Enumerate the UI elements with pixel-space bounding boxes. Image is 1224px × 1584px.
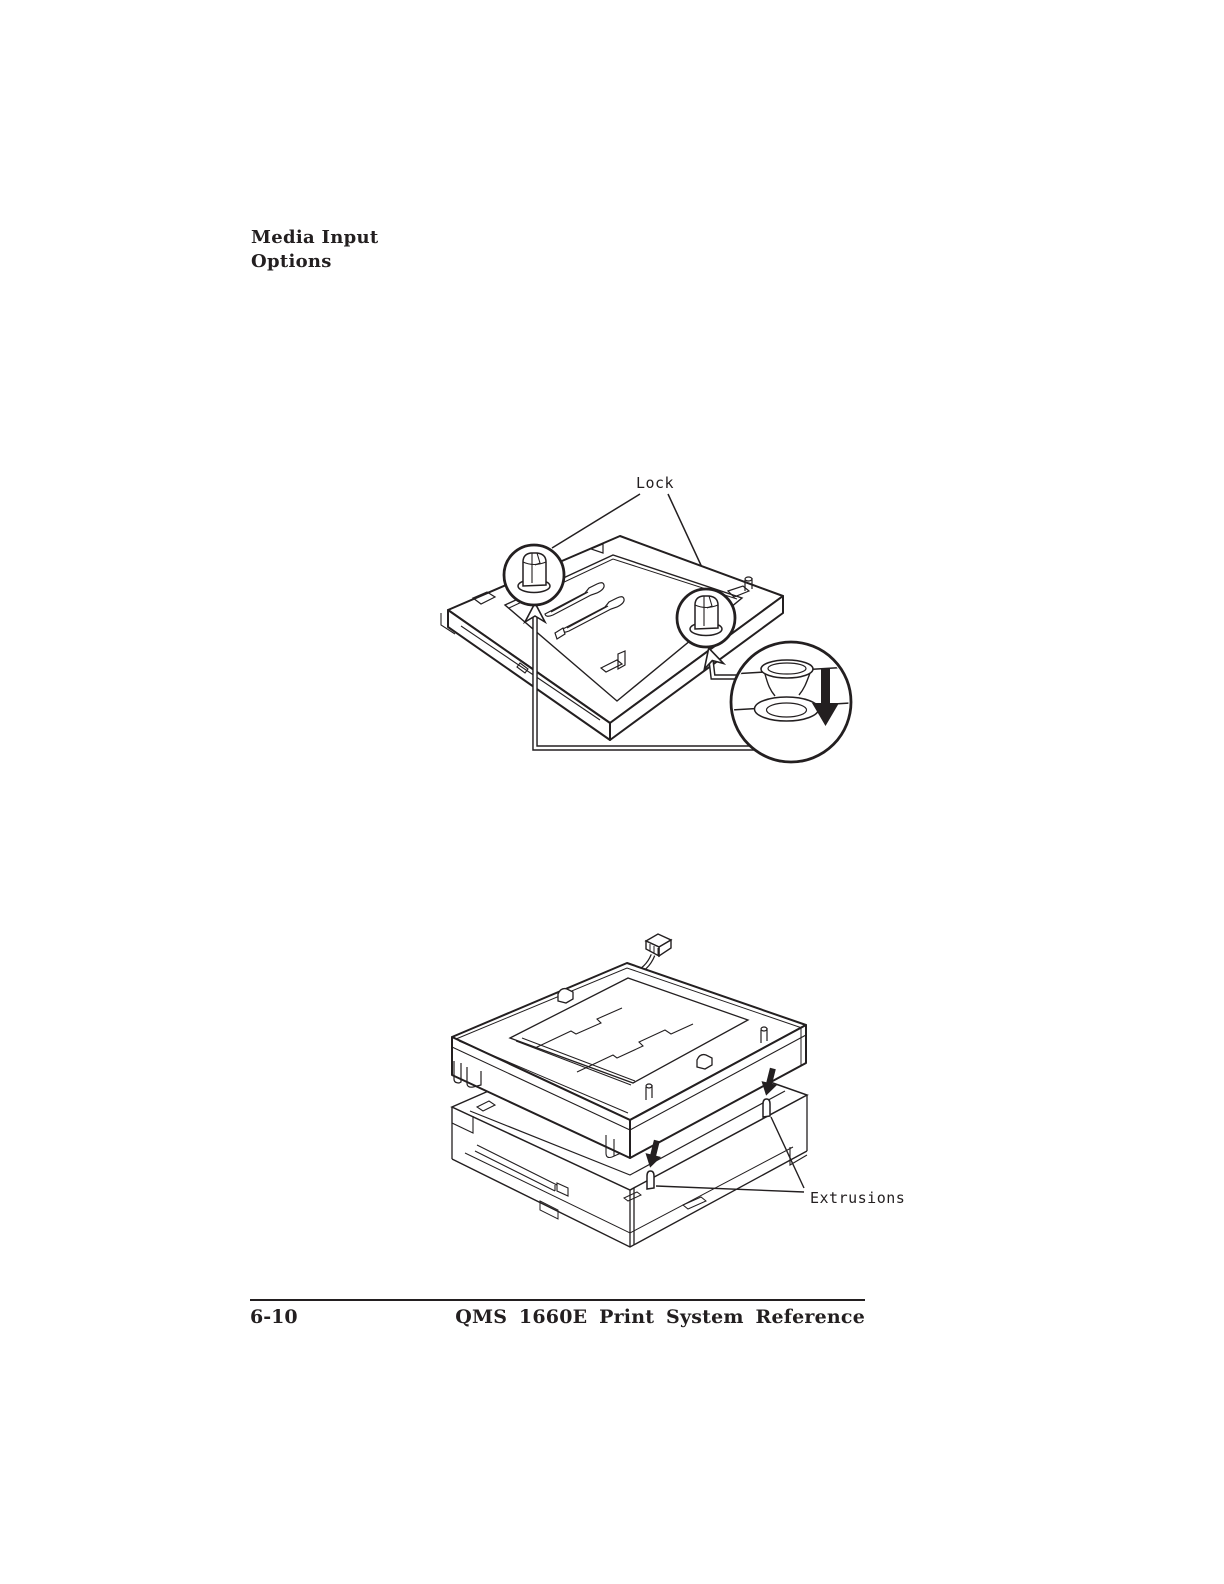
footer-reference-title: QMS 1660E Print System Reference bbox=[455, 1306, 865, 1328]
page-number: 6-10 bbox=[250, 1306, 298, 1328]
lock-diagram bbox=[425, 458, 855, 768]
lock-pin-left bbox=[518, 553, 550, 593]
extrusion-pin-front bbox=[647, 1171, 654, 1189]
lock-label: Lock bbox=[635, 474, 675, 492]
footer-divider bbox=[250, 1299, 865, 1301]
extrusions-figure bbox=[425, 895, 905, 1267]
running-header-line1: Media Input bbox=[251, 227, 379, 248]
extrusions-diagram bbox=[425, 895, 905, 1267]
lock-pin-right bbox=[690, 596, 722, 636]
page-footer bbox=[250, 1306, 865, 1328]
running-header bbox=[251, 226, 379, 274]
lock-figure bbox=[425, 458, 855, 768]
extrusions-label: Extrusions bbox=[810, 1189, 905, 1207]
running-header-line2: Options bbox=[251, 251, 332, 272]
extrusion-pin-right bbox=[763, 1099, 770, 1117]
